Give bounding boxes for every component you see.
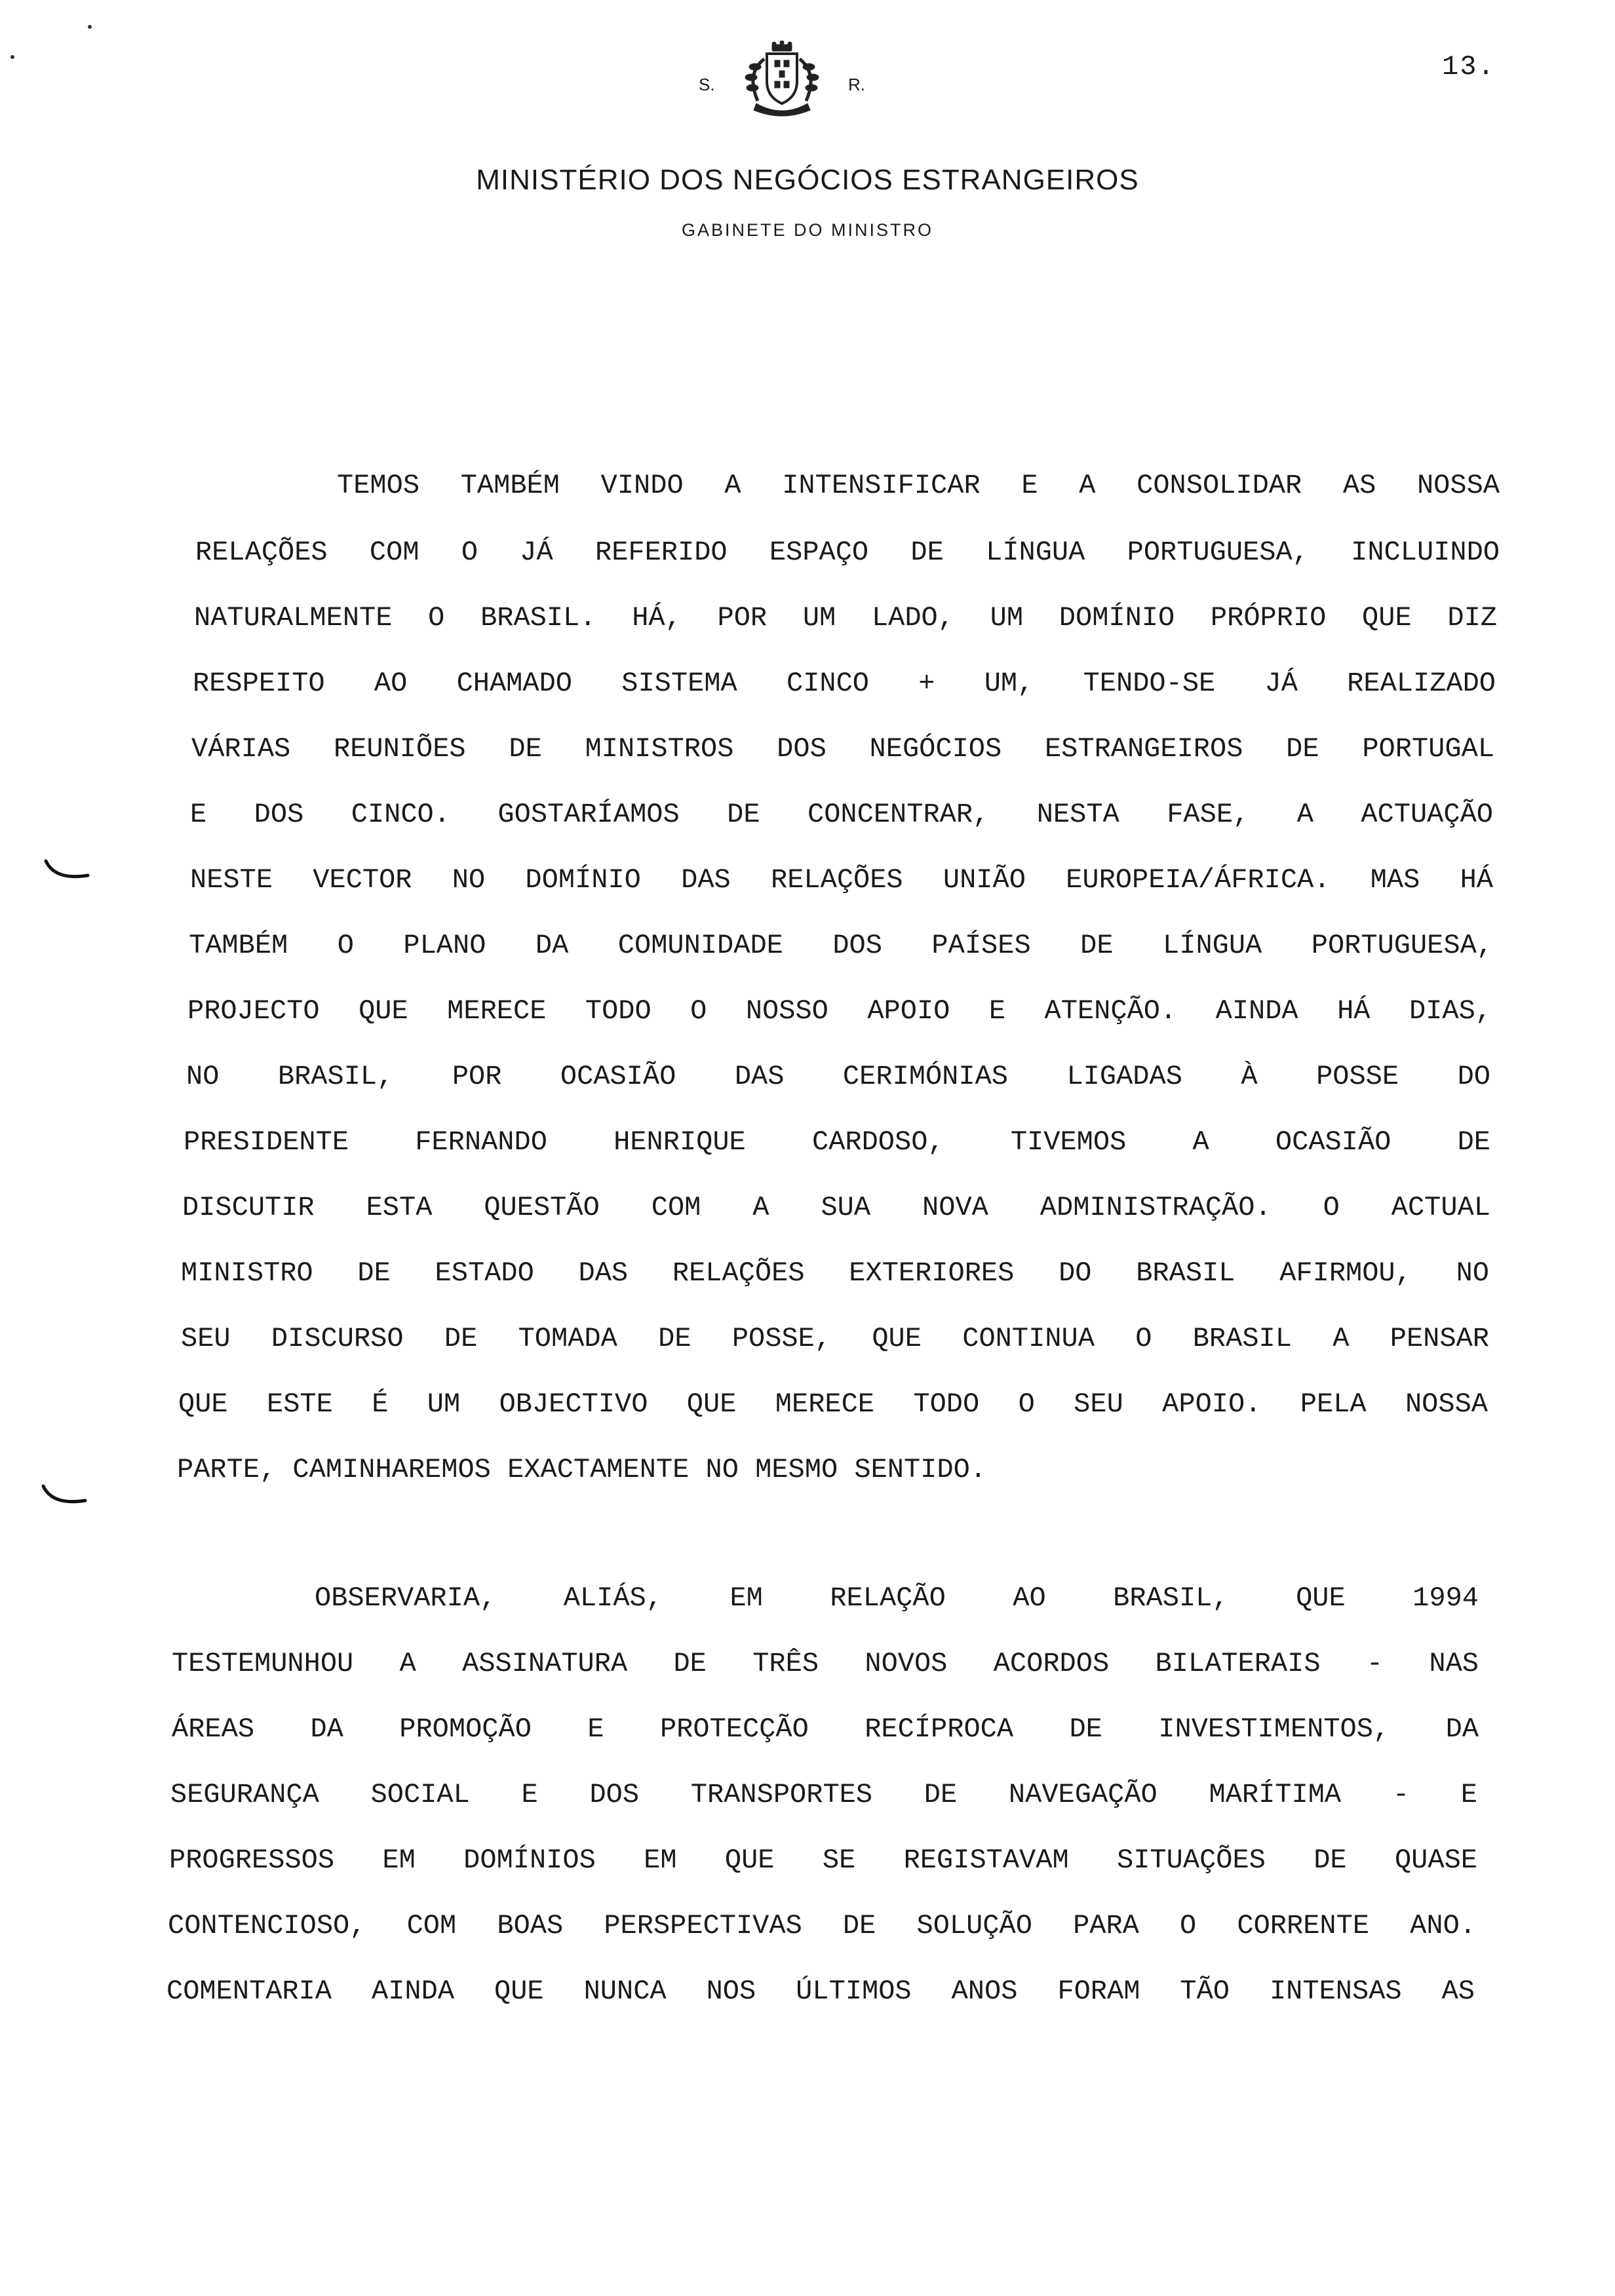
letterhead-right-initial: R.	[848, 75, 865, 94]
body-line: ÁREAS DA PROMOÇÃO E PROTECÇÃO RECÍPROCA DE INVESTIMENTOS, DA	[172, 1713, 1479, 1745]
body-line: PRESIDENTE FERNANDO HENRIQUE CARDOSO, TIVEMOS A OCASIÃO DE	[184, 1126, 1490, 1158]
body-line: NATURALMENTE O BRASIL. HÁ, POR UM LADO, UM DOMÍNIO PRÓPRIO QUE DIZ	[194, 602, 1497, 634]
body-line: QUE ESTE É UM OBJECTIVO QUE MERECE TODO O SEU APOIO. PELA NOSSA	[178, 1388, 1488, 1420]
body-line: DISCUTIR ESTA QUESTÃO COM A SUA NOVA ADMINISTRAÇÃO. O ACTUAL	[182, 1192, 1490, 1223]
margin-check-icon	[42, 854, 94, 887]
body-line: RELAÇÕES COM O JÁ REFERIDO ESPAÇO DE LÍNGUA PORTUGUESA, INCLUINDO	[195, 537, 1500, 568]
body-line: TESTEMUNHOU A ASSINATURA DE TRÊS NOVOS ACORDOS BILATERAIS - NAS	[172, 1648, 1479, 1679]
body-line: NESTE VECTOR NO DOMÍNIO DAS RELAÇÕES UNIÃO EUROPEIA/ÁFRICA. MAS HÁ	[190, 864, 1493, 896]
body-line: RESPEITO AO CHAMADO SISTEMA CINCO + UM, TENDO-SE JÁ REALIZADO	[193, 668, 1496, 699]
speck	[88, 25, 92, 29]
body-line: PARTE, CAMINHAREMOS EXACTAMENTE NO MESMO SENTIDO.	[177, 1454, 987, 1485]
office-subtitle: GABINETE DO MINISTRO	[681, 220, 934, 240]
page-number: 13.	[1442, 51, 1496, 83]
body-line: SEGURANÇA SOCIAL E DOS TRANSPORTES DE NAVEGAÇÃO MARÍTIMA - E	[170, 1779, 1477, 1810]
letterhead-left-initial: S.	[699, 75, 715, 94]
body-line: E DOS CINCO. GOSTARÍAMOS DE CONCENTRAR, NESTA FASE, A ACTUAÇÃO	[190, 799, 1493, 830]
margin-check-icon	[39, 1480, 92, 1512]
body-line: SEU DISCURSO DE TOMADA DE POSSE, QUE CONTINUA O BRASIL A PENSAR	[181, 1323, 1489, 1354]
body-line: OBSERVARIA, ALIÁS, EM RELAÇÃO AO BRASIL, QUE 1994	[315, 1582, 1479, 1614]
body-line: NO BRASIL, POR OCASIÃO DAS CERIMÓNIAS LIGADAS À POSSE DO	[186, 1061, 1490, 1092]
body-line: PROJECTO QUE MERECE TODO O NOSSO APOIO E ATENÇÃO. AINDA HÁ DIAS,	[187, 995, 1492, 1027]
body-line: PROGRESSOS EM DOMÍNIOS EM QUE SE REGISTAVAM SITUAÇÕES DE QUASE	[169, 1845, 1477, 1876]
body-line: MINISTRO DE ESTADO DAS RELAÇÕES EXTERIORES DO BRASIL AFIRMOU, NO	[181, 1257, 1489, 1289]
body-line: VÁRIAS REUNIÕES DE MINISTROS DOS NEGÓCIOS ESTRANGEIROS DE PORTUGAL	[191, 733, 1494, 765]
body-line: TEMOS TAMBÉM VINDO A INTENSIFICAR E A CONSOLIDAR AS NOSSA	[337, 470, 1500, 501]
ministry-title: MINISTÉRIO DOS NEGÓCIOS ESTRANGEIROS	[476, 164, 1139, 196]
body-line: COMENTARIA AINDA QUE NUNCA NOS ÚLTIMOS ANOS FORAM TÃO INTENSAS AS	[166, 1976, 1475, 2007]
body-line: TAMBÉM O PLANO DA COMUNIDADE DOS PAÍSES DE LÍNGUA PORTUGUESA,	[189, 930, 1493, 961]
coat-of-arms-icon	[733, 41, 831, 119]
body-line: CONTENCIOSO, COM BOAS PERSPECTIVAS DE SOLUÇÃO PARA O CORRENTE ANO.	[168, 1910, 1476, 1942]
speck	[10, 55, 14, 59]
